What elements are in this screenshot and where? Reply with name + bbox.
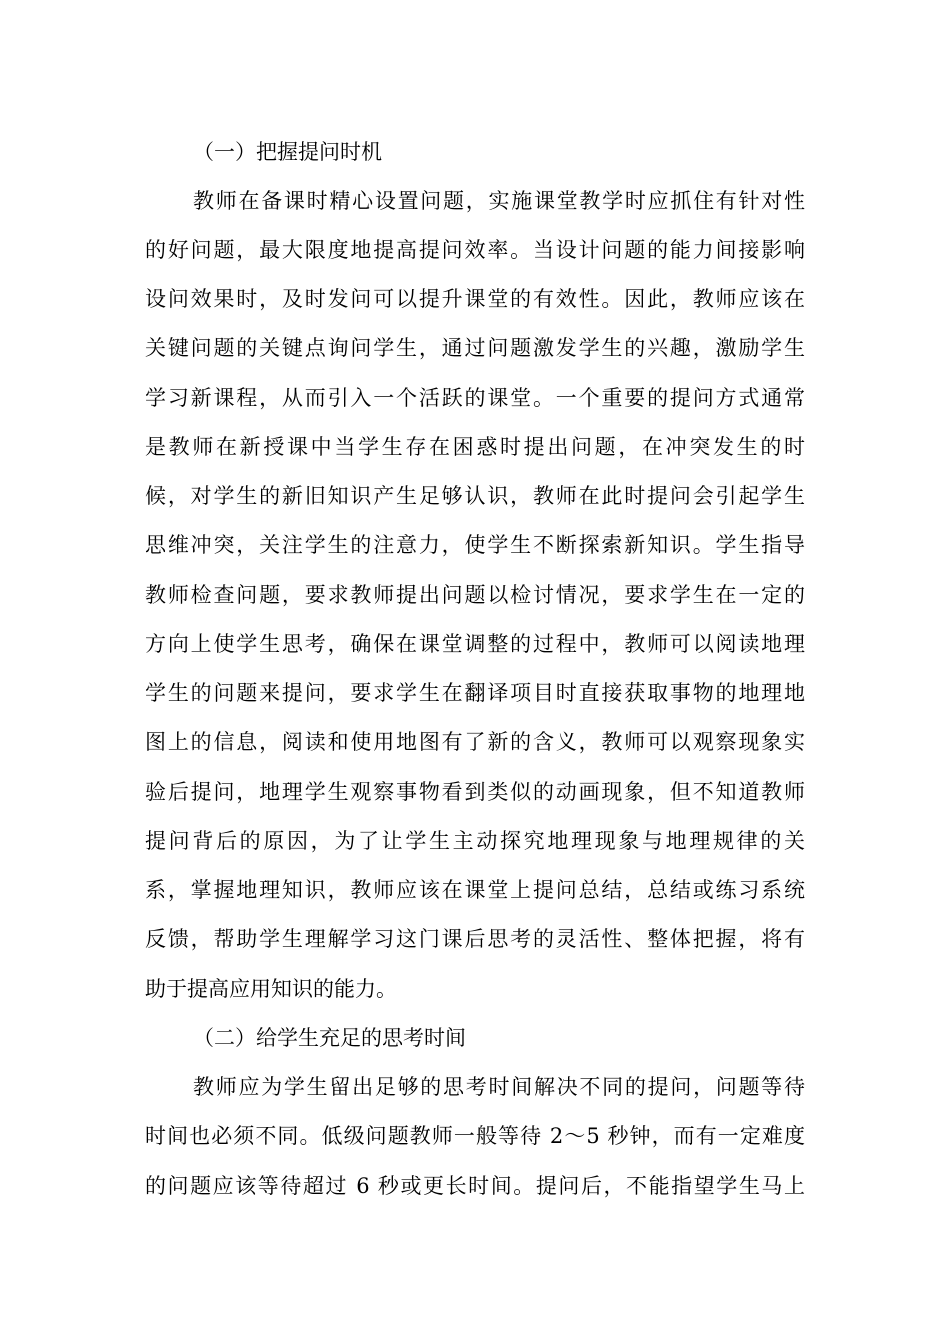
paragraph-line: 验后提问，地理学生观察事物看到类似的动画现象，但不知道教师 bbox=[145, 780, 805, 804]
paragraph-line: 教师在备课时精心设置问题，实施课堂教学时应抓住有针对性 bbox=[193, 189, 805, 213]
paragraph-line: 时间也必须不同。低级问题教师一般等待 2～5 秒钟，而有一定难度 bbox=[145, 1124, 805, 1148]
paragraph-line: 教师应为学生留出足够的思考时间解决不同的提问，问题等待 bbox=[193, 1075, 805, 1099]
paragraph-line: 设问效果时，及时发问可以提升课堂的有效性。因此，教师应该在 bbox=[145, 287, 805, 311]
section-heading-1: （一）把握提问时机 bbox=[193, 140, 382, 164]
paragraph-line: 候，对学生的新旧知识产生足够认识，教师在此时提问会引起学生 bbox=[145, 484, 805, 508]
paragraph-line: 反馈，帮助学生理解学习这门课后思考的灵活性、整体把握，将有 bbox=[145, 927, 805, 951]
paragraph-line: 是教师在新授课中当学生存在困惑时提出问题，在冲突发生的时 bbox=[145, 435, 805, 459]
paragraph-line: 的问题应该等待超过 6 秒或更长时间。提问后，不能指望学生马上 bbox=[145, 1174, 805, 1198]
paragraph-line: 助于提高应用知识的能力。 bbox=[145, 977, 397, 1001]
paragraph-line: 教师检查问题，要求教师提出问题以检讨情况，要求学生在一定的 bbox=[145, 583, 805, 607]
paragraph-line: 图上的信息，阅读和使用地图有了新的含义，教师可以观察现象实 bbox=[145, 730, 805, 754]
section-heading-2: （二）给学生充足的思考时间 bbox=[193, 1026, 466, 1050]
paragraph-line: 学习新课程，从而引入一个活跃的课堂。一个重要的提问方式通常 bbox=[145, 386, 805, 410]
paragraph-line: 学生的问题来提问，要求学生在翻译项目时直接获取事物的地理地 bbox=[145, 681, 805, 705]
paragraph-line: 提问背后的原因，为了让学生主动探究地理现象与地理规律的关 bbox=[145, 829, 805, 853]
paragraph-line: 关键问题的关键点询问学生，通过问题激发学生的兴趣，激励学生 bbox=[145, 336, 805, 360]
paragraph-line: 系，掌握地理知识，教师应该在课堂上提问总结，总结或练习系统 bbox=[145, 878, 805, 902]
paragraph-line: 的好问题，最大限度地提高提问效率。当设计问题的能力间接影响 bbox=[145, 238, 805, 262]
paragraph-line: 方向上使学生思考，确保在课堂调整的过程中，教师可以阅读地理 bbox=[145, 632, 805, 656]
paragraph-line: 思维冲突，关注学生的注意力，使学生不断探索新知识。学生指导 bbox=[145, 533, 805, 557]
